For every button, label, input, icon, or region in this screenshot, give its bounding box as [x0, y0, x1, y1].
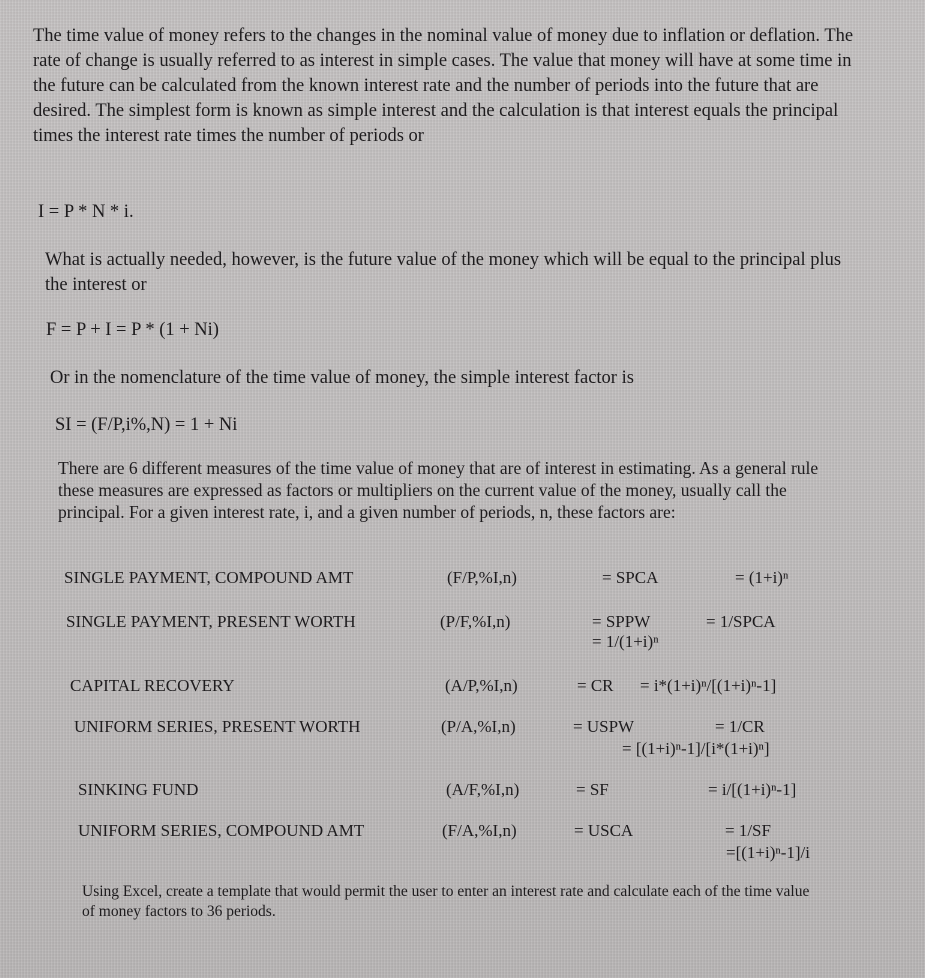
factor-abbreviation: = USCA — [574, 821, 634, 840]
factor-formula: = i/[(1+i)ⁿ-1] — [708, 780, 797, 799]
factor-notation: (A/F,%I,n) — [446, 780, 520, 799]
simple-interest-formula: I = P * N * i. — [38, 202, 134, 222]
future-value-formula: F = P + I = P * (1 + Ni) — [46, 320, 219, 340]
factor-notation: (P/A,%I,n) — [441, 717, 516, 736]
factor-abbreviation: = SPPW — [592, 612, 651, 631]
factor-formula: = 1/SF — [725, 821, 771, 840]
factor-notation: (F/P,%I,n) — [447, 568, 517, 587]
factor-formula: = 1/CR — [715, 717, 765, 736]
simple-interest-factor-formula: SI = (F/P,i%,N) = 1 + Ni — [55, 415, 238, 435]
factor-formula: = 1/SPCA — [706, 612, 776, 631]
factor-alternate-formula: = [(1+i)ⁿ-1]/[i*(1+i)ⁿ] — [622, 739, 770, 758]
factor-name: SINGLE PAYMENT, COMPOUND AMT — [64, 568, 354, 587]
factor-name: CAPITAL RECOVERY — [70, 676, 235, 695]
factor-notation: (P/F,%I,n) — [440, 612, 511, 631]
factor-formula: = i*(1+i)ⁿ/[(1+i)ⁿ-1] — [640, 676, 777, 695]
factor-abbreviation: = CR — [577, 676, 614, 695]
factor-name: SINGLE PAYMENT, PRESENT WORTH — [66, 612, 356, 631]
factor-abbreviation: = SF — [576, 780, 609, 799]
factor-notation: (F/A,%I,n) — [442, 821, 517, 840]
factor-abbreviation: = USPW — [573, 717, 635, 736]
measures-paragraph: There are 6 different measures of the time value of money that are of interest in estimating. As a general rule these measures are expressed as factors or multipliers on the current value of the money, usually call the principal. For a given interest rate, i, and a given number of periods, n, these factors are: — [58, 458, 819, 522]
factor-abbreviation: = SPCA — [602, 568, 659, 587]
factor-notation: (A/P,%I,n) — [445, 676, 518, 695]
factor-name: UNIFORM SERIES, COMPOUND AMT — [78, 821, 365, 840]
factor-name: UNIFORM SERIES, PRESENT WORTH — [74, 717, 361, 736]
intro-paragraph: The time value of money refers to the changes in the nominal value of money due to inflation or deflation. The rate of change is usually referred to as interest in simple cases. The value that money will have at some time in the future can be calculated from the known interest rate and the number of periods into the future that are desired. The simplest form is known as simple interest and the calculation is that interest equals the principal times the interest rate times the number of periods or — [33, 26, 854, 146]
factor-alternate-formula: =[(1+i)ⁿ-1]/i — [726, 843, 811, 862]
nomenclature-paragraph: Or in the nomenclature of the time value of money, the simple interest factor is — [50, 368, 634, 388]
future-value-paragraph: What is actually needed, however, is the future value of the money which will be equal to the principal plus the interest or — [45, 250, 842, 295]
excel-task-paragraph: Using Excel, create a template that would permit the user to enter an interest rate and calculate each of the time value of money factors to 36 periods. — [82, 883, 810, 920]
factor-name: SINKING FUND — [78, 780, 199, 799]
factor-formula: = (1+i)ⁿ — [735, 568, 789, 587]
factor-alternate-formula: = 1/(1+i)ⁿ — [592, 632, 659, 651]
